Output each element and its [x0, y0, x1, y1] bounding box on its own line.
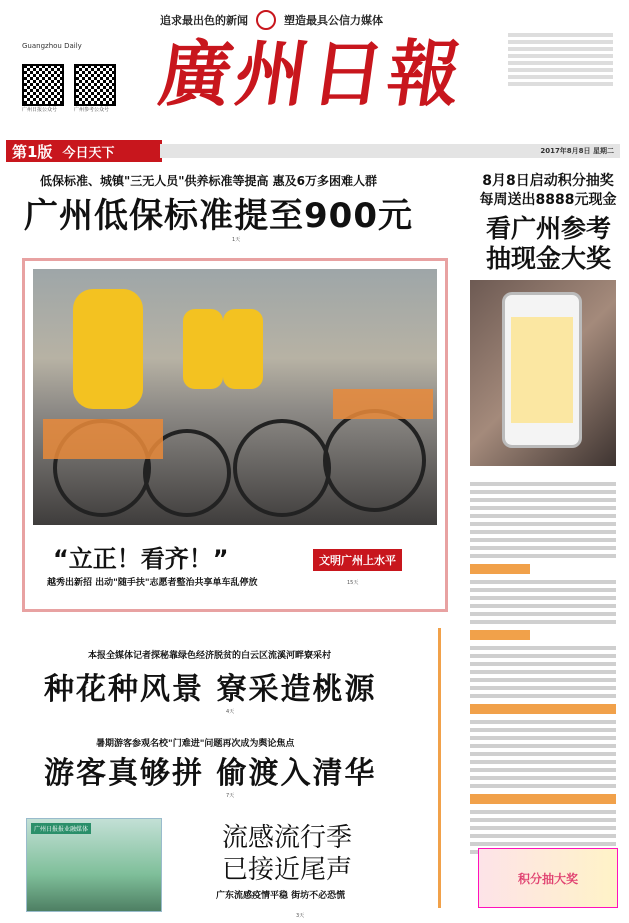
bike-sharing-photo[interactable]	[33, 269, 437, 525]
right-column-text	[470, 478, 616, 858]
masthead-info-block	[508, 30, 613, 89]
smartphone-icon	[502, 292, 582, 448]
feature-headline[interactable]: “立正！看齐！”	[53, 545, 229, 573]
section-label	[6, 140, 162, 162]
feature-page-ref: 15天	[347, 580, 359, 586]
story4-page-ref: 3天	[296, 913, 305, 919]
right-kicker-line: 8月8日启动积分抽奖	[482, 173, 614, 189]
story4-subhead: 广东流感疫情平稳 街坊不必恐慌	[216, 891, 346, 901]
promo-banner[interactable]: 积分抽大奖	[478, 848, 618, 908]
story2-page-ref: 4天	[226, 709, 235, 715]
masthead-slogan	[160, 10, 480, 30]
qr-code-icon[interactable]	[74, 64, 116, 106]
lead-page-ref: 1天	[232, 237, 241, 243]
story3-headline[interactable]: 游客真够拼 偷渡入清华	[44, 756, 377, 791]
section-bar	[0, 140, 629, 162]
story2-kicker: 本报全媒体记者探秘靠绿色经济脱贫的白云区流溪河畔寮采村	[88, 651, 332, 661]
column-divider	[438, 628, 441, 908]
section-strip	[160, 144, 620, 158]
right-kicker	[478, 172, 618, 210]
story4-headline-line: 已接近尾声	[222, 855, 353, 885]
qr-label: 广州日报公众号	[22, 107, 58, 113]
thumbnail-title: 广州日报报业融媒体	[31, 823, 91, 834]
qr-label: 广州参考公众号	[74, 107, 110, 113]
feature-tag: 文明广州上水平	[313, 549, 402, 571]
story3-kicker: 暑期游客参观名校"门难进"问题再次成为舆论焦点	[96, 739, 295, 749]
qr-code-icon[interactable]	[22, 64, 64, 106]
qr-codes	[22, 64, 116, 113]
page-number: 第1版	[12, 142, 53, 161]
slogan-right: 塑造最具公信力媒体	[284, 14, 383, 27]
story2-headline[interactable]: 种花种风景 寮采造桃源	[44, 672, 377, 707]
right-headline-line: 看广州参考	[485, 214, 611, 243]
newspaper-title: 廣州日報	[154, 31, 471, 116]
english-name: Guangzhou Daily	[22, 42, 82, 50]
right-kicker-line: 每周送出8888元现金	[479, 192, 617, 208]
phone-photo[interactable]	[470, 280, 616, 466]
feature-box	[22, 258, 448, 612]
right-headline-line: 抽现金大奖	[485, 244, 611, 273]
story4-headline[interactable]	[222, 822, 352, 886]
slogan-left: 追求最出色的新闻	[160, 14, 248, 27]
story4-headline-line: 流感流行季	[222, 823, 353, 853]
right-headline[interactable]	[476, 214, 621, 274]
lead-kicker: 低保标准、城镇"三无人员"供养标准等提高 惠及6万多困难人群	[40, 174, 378, 188]
feature-subhead: 越秀出新招 出动"随手扶"志愿者整治共享单车乱停放	[47, 578, 258, 588]
section-name: 今日天下	[62, 145, 115, 161]
story3-page-ref: 7天	[226, 793, 235, 799]
newspaper-logo-icon	[256, 10, 276, 30]
issue-date: 2017年8月8日 星期二	[540, 147, 614, 155]
story4-thumbnail[interactable]	[26, 818, 162, 912]
lead-headline[interactable]: 广州低保标准提至900元	[24, 196, 413, 236]
